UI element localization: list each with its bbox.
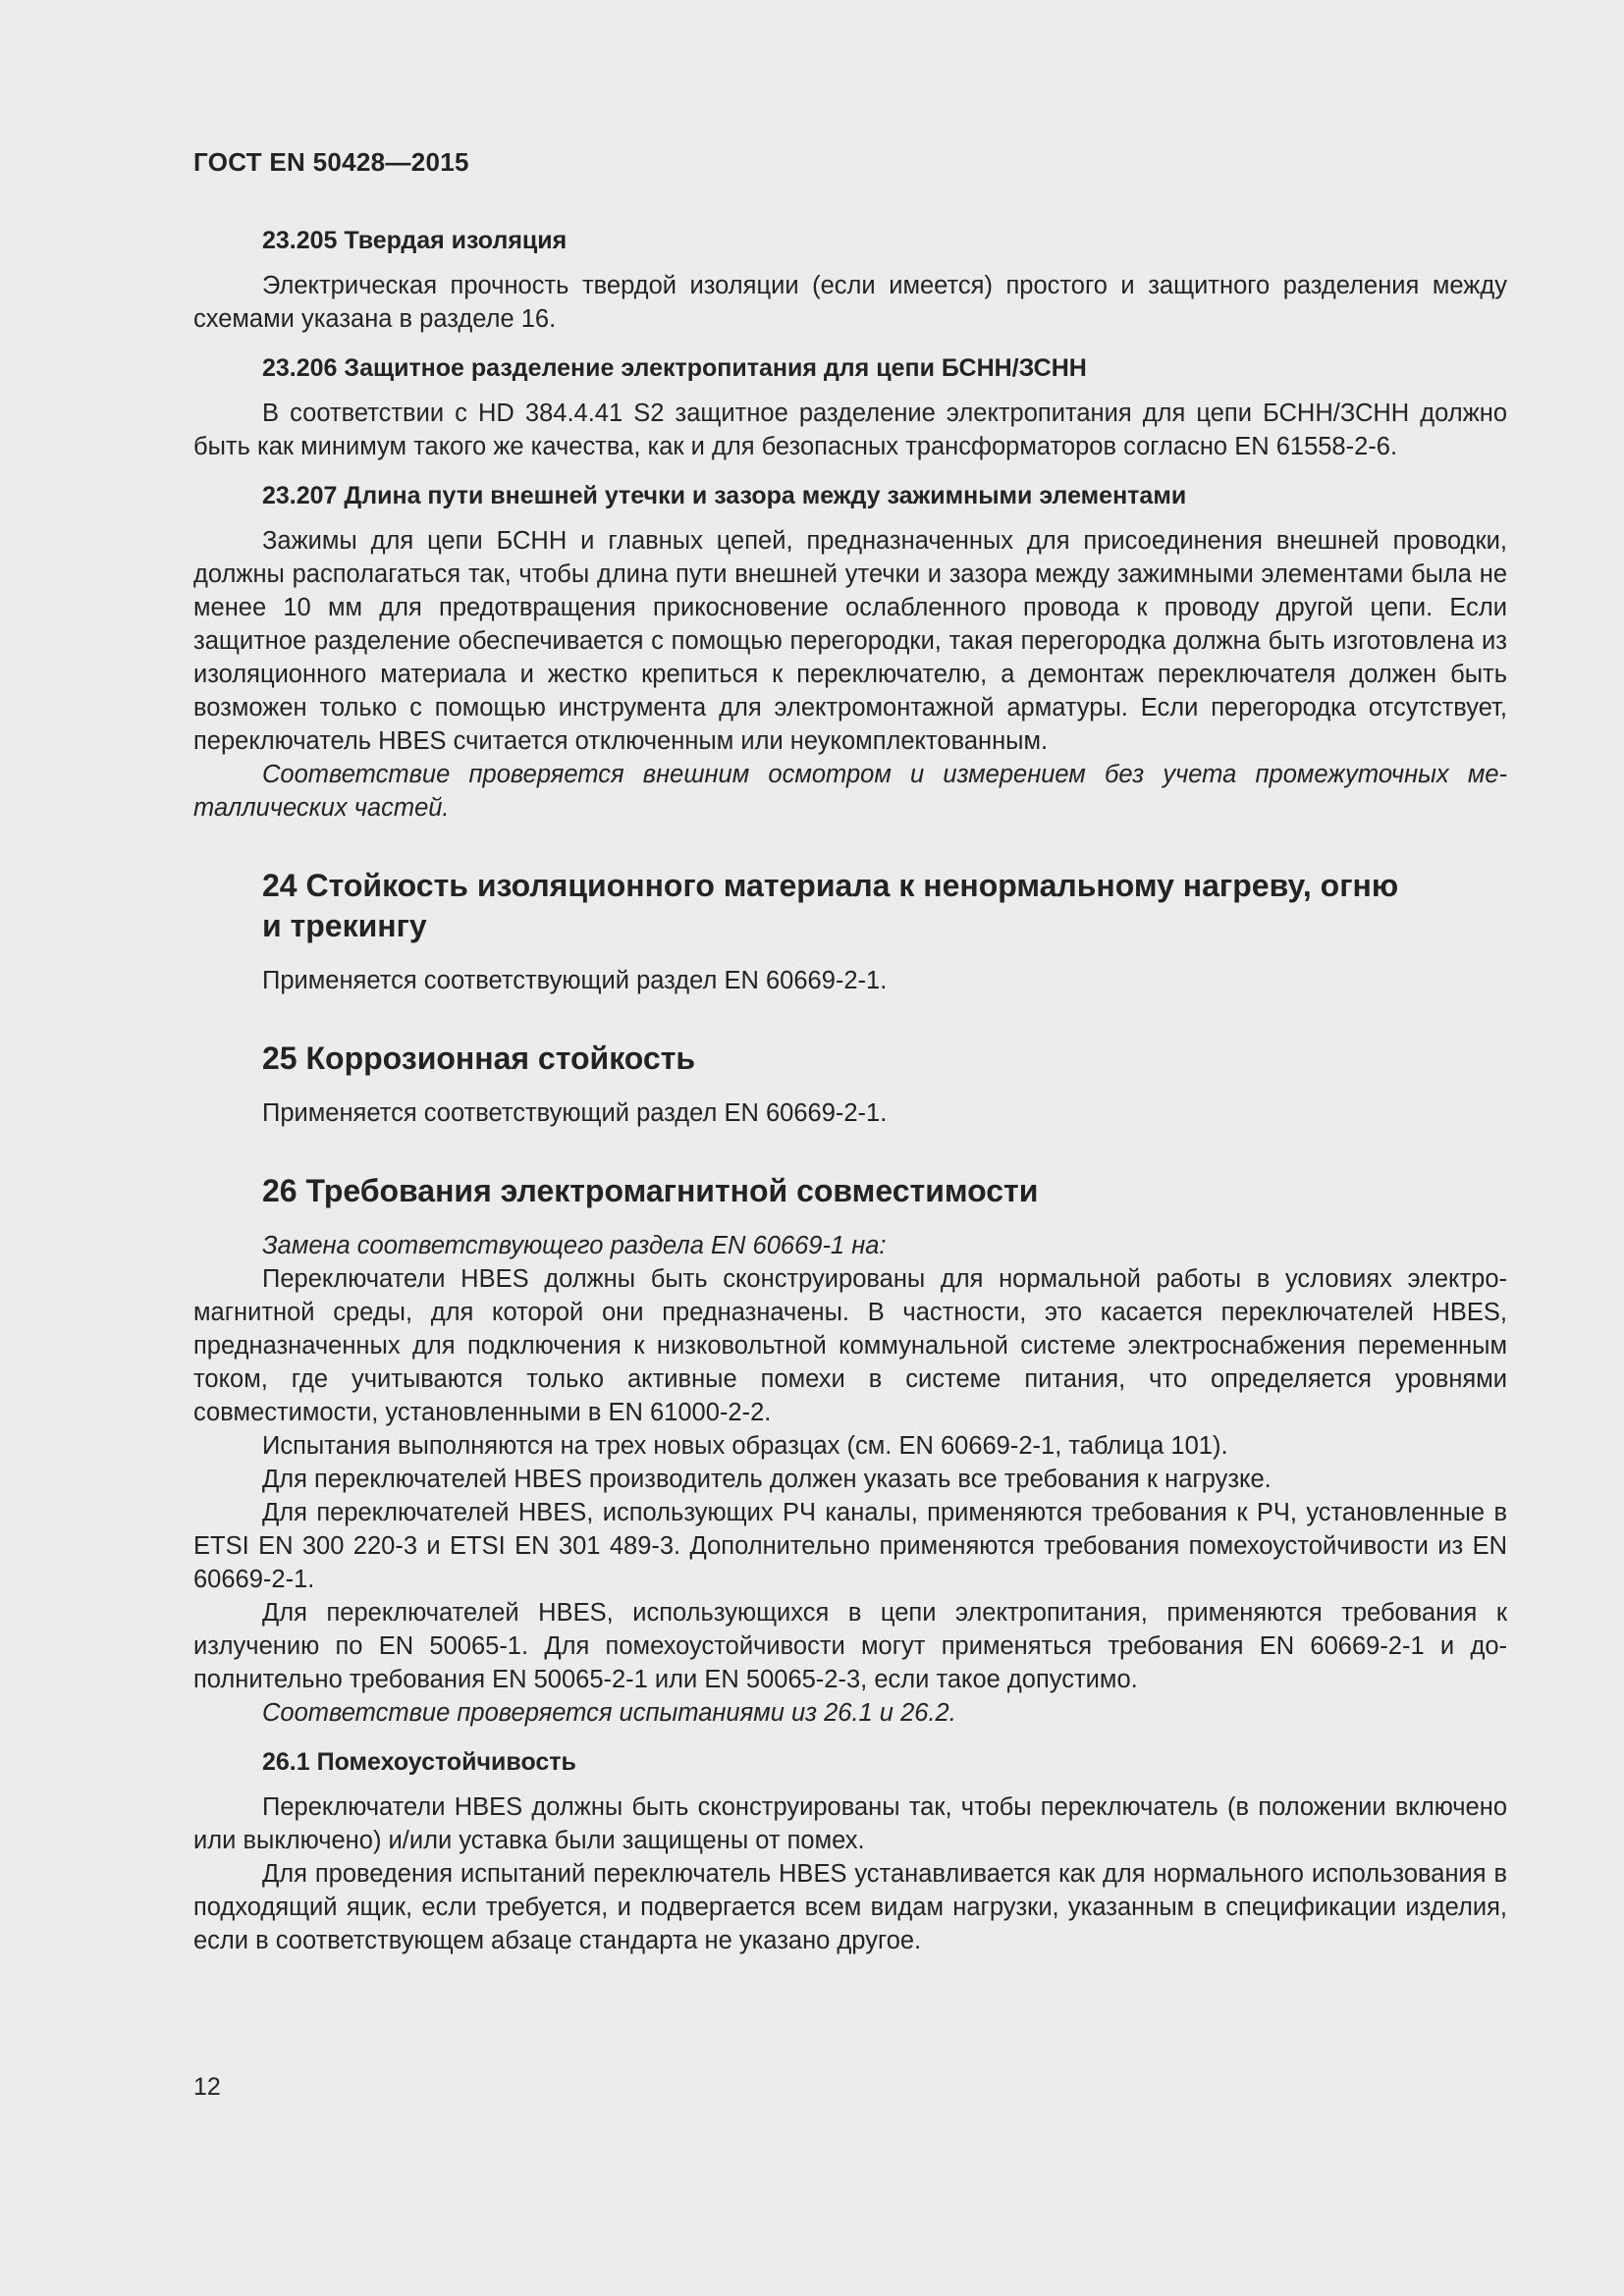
section-23-207-title: 23.207 Длина пути внешней утечки и зазора между зажимными элементами	[262, 482, 1187, 509]
page-content	[193, 224, 1507, 1957]
section-23-205-paragraph: Электрическая прочность твердой изоляции (если имеется) простого и защитного разделения между схемами указана в разделе 16.	[193, 272, 1507, 333]
section-23-205-title: 23.205 Твердая изоляция	[262, 227, 568, 254]
section-23-207-compliance: Соответствие проверяется внешним осмотром и измерением без учета промежуточных металлических частей.	[193, 761, 1507, 822]
section-25-paragraph: Применяется соответствующий раздел EN 60669-2-1.	[262, 1099, 888, 1127]
section-26-1-paragraph-2: Для проведения испытаний переключатель HBES устанавливается как для нормального использования в подходящий ящик, если требуется, и подвергается всем видам нагрузки, указанным в спецификации изделия, если в соответствующем абзаце стандарта не указано другое.	[193, 1860, 1507, 1954]
section-26-1-paragraph-1: Переключатели HBES должны быть сконструированы так, чтобы переключатель (в положении включено или выключено) и/или уставка были защищены от помех.	[193, 1793, 1507, 1854]
section-23-206-paragraph: В соответствии с HD 384.4.41 S2 защитное разделение электропитания для цепи БСНН/ЗСНН должно быть как минимум такого же качества, как и для безопасных трансформаторов согласно EN 61558-2-6.	[193, 400, 1507, 460]
section-26-title: 26 Требования электромагнитной совместимости	[262, 1173, 1039, 1208]
section-26-paragraph-5: Для переключателей HBES, использующихся в цепи электропитания, применяются требования к излучению по EN 50065-1. Для помехоустойчивости могут применяться требования EN 60669-2-1 и дополнительно требования EN 50065-2-1 или EN 50065-2-3, если такое допустимо.	[193, 1599, 1507, 1693]
section-26-paragraph-3: Для переключателей HBES производитель должен указать все требования к нагрузке.	[262, 1466, 1272, 1493]
section-24-paragraph: Применяется соответствующий раздел EN 60669-2-1.	[262, 967, 888, 994]
section-26-1-title: 26.1 Помехоустойчивость	[262, 1748, 576, 1776]
section-23-207-paragraph: Зажимы для цепи БСНН и главных цепей, предназначенных для присоединения внешней проводки, должны располагаться так, чтобы длина пути внешней утечки и зазора между зажимными элементами была не менее 10 мм для предотвращения прикосновение ослабленного провода к проводу другой цепи. Если защитное разделение обеспечивается с помощью перегородки, такая перегородка должна быть изготовлена из изоляционного материала и жестко крепиться к переключателю, а демонтаж переключателя должен быть возможен только с помощью инструмента для электромонтажной арматуры. Если перегородка отсутствует, переключатель HBES считается отключенным или неукомплектованным.	[193, 527, 1507, 755]
section-23-206-title: 23.206 Защитное разделение электропитания для цепи БСНН/ЗСНН	[262, 354, 1087, 382]
section-26-paragraph-2: Испытания выполняются на трех новых образцах (см. EN 60669-2-1, таблица 101).	[262, 1432, 1228, 1460]
section-26-paragraph-4: Для переключателей HBES, использующих РЧ каналы, применяются требования к РЧ, установленные в ETSI EN 300 220-3 и ETSI EN 301 489-3. Дополнительно применяются требования помехоустойчивости из EN 60669-2-1.	[193, 1499, 1507, 1593]
section-26-replacement-note: Замена соответствующего раздела EN 60669-1 на:	[262, 1232, 887, 1259]
page-number: 12	[193, 2073, 221, 2101]
section-24-title-line2: и трекингу	[262, 908, 427, 943]
section-26-paragraph-1: Переключатели HBES должны быть сконструированы для нормальной работы в условиях электромагнитной среды, для которой они предназначены. В частности, это касается переключателей HBES, предназначенных для подключения к низковольтной коммунальной системе электроснабжения переменным током, где учитываются только активные помехи в системе питания, что определяется уровнями совместимости, установленными в EN 61000-2-2.	[193, 1265, 1507, 1426]
section-26-compliance: Соответствие проверяется испытаниями из 26.1 и 26.2.	[262, 1699, 956, 1727]
section-25-title: 25 Коррозионная стойкость	[262, 1041, 696, 1076]
section-24-title	[193, 866, 1507, 946]
standard-header: ГОСТ EN 50428—2015	[193, 147, 469, 177]
section-24-title-line1: 24 Стойкость изоляционного материала к ненормальному нагреву, огню	[262, 868, 1399, 903]
